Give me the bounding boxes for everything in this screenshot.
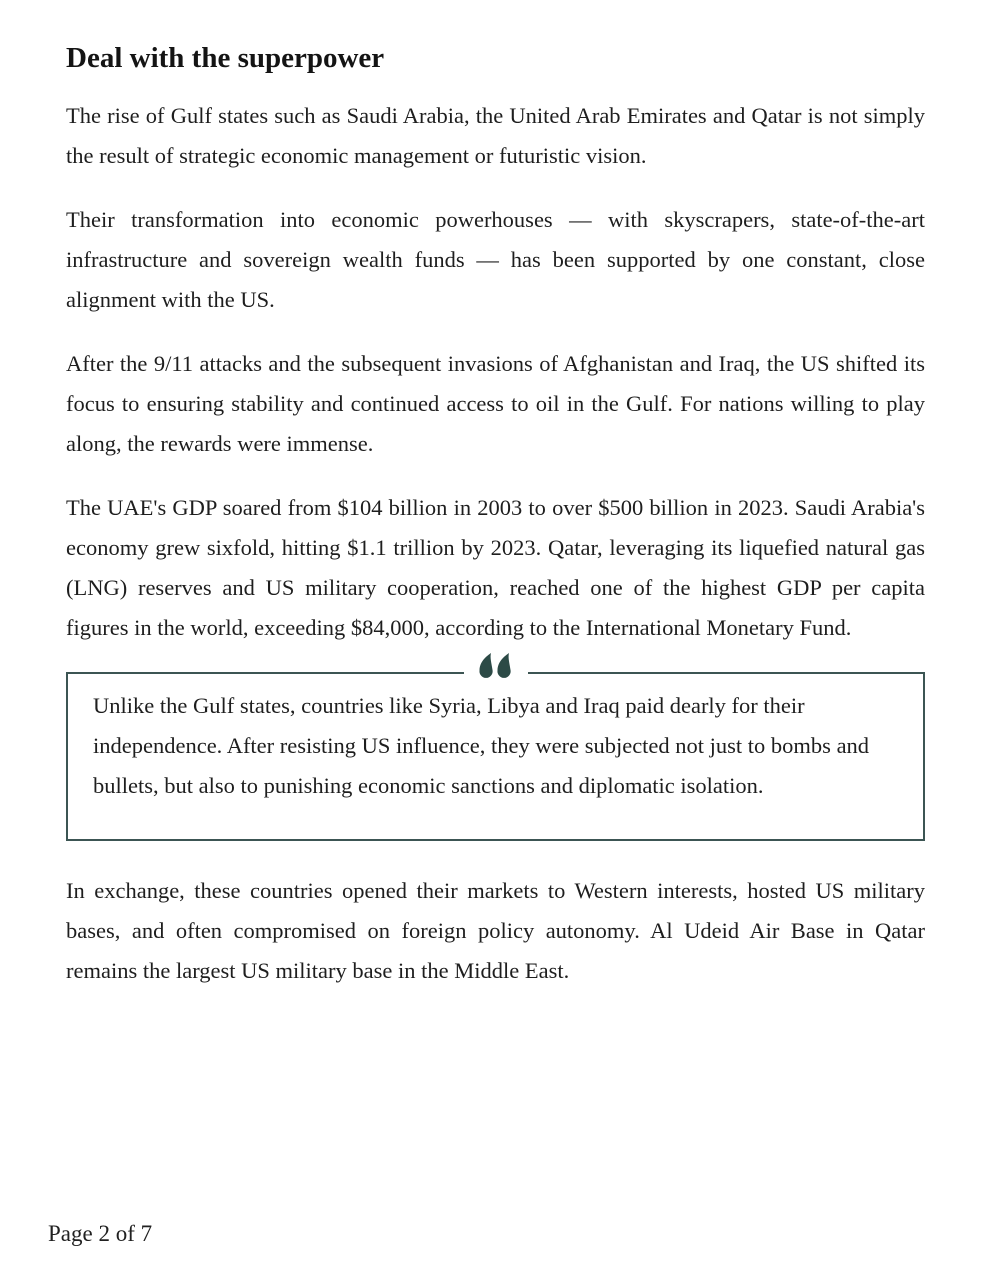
paragraph-gulf-rise: The rise of Gulf states such as Saudi Arabia, the United Arab Emirates and Qatar is not simply the result of strategic economic management or futuristic vision. (66, 103, 925, 168)
paragraph-exchange: In exchange, these countries opened their markets to Western interests, hosted US military bases, and often compromised on foreign policy autonomy. Al Udeid Air Base in Qatar remains the largest US military base in the Middle East. (66, 878, 925, 983)
page-footer (48, 1216, 152, 1252)
section-heading: Deal with the superpower (66, 42, 385, 74)
paragraph-gdp-figures: The UAE's GDP soared from $104 billion in 2003 to over $500 billion in 2023. Saudi Arabia's economy grew sixfold, hitting $1.1 trillion by 2023. Qatar, leveraging its liquefied natural gas (LNG) reserves and US military cooperation, reached one of the highest GDP per capita figures in the world, exceeding $84,000, according to the International Monetary Fund. (66, 495, 925, 640)
pull-quote-box (66, 672, 925, 841)
page-indicator: Page 2 of 7 (48, 1221, 153, 1246)
article-body (66, 40, 925, 1015)
paragraph-911-aftermath: After the 9/11 attacks and the subsequent invasions of Afghanistan and Iraq, the US shifted its focus to ensuring stability and continued access to oil in the Gulf. For nations willing to play along, the rewards were immense. (66, 351, 925, 456)
pull-quote-text: Unlike the Gulf states, countries like Syria, Libya and Iraq paid dearly for their independence. After resisting US influence, they were subjected not just to bombs and bullets, but also to punishing economic sanctions and diplomatic isolation. (93, 693, 870, 798)
double-quote-icon (464, 652, 528, 680)
paragraph-transformation: Their transformation into economic powerhouses — with skyscrapers, state-of-the-art infrastructure and sovereign wealth funds — has been supported by one constant, close alignment with the US. (66, 207, 925, 312)
